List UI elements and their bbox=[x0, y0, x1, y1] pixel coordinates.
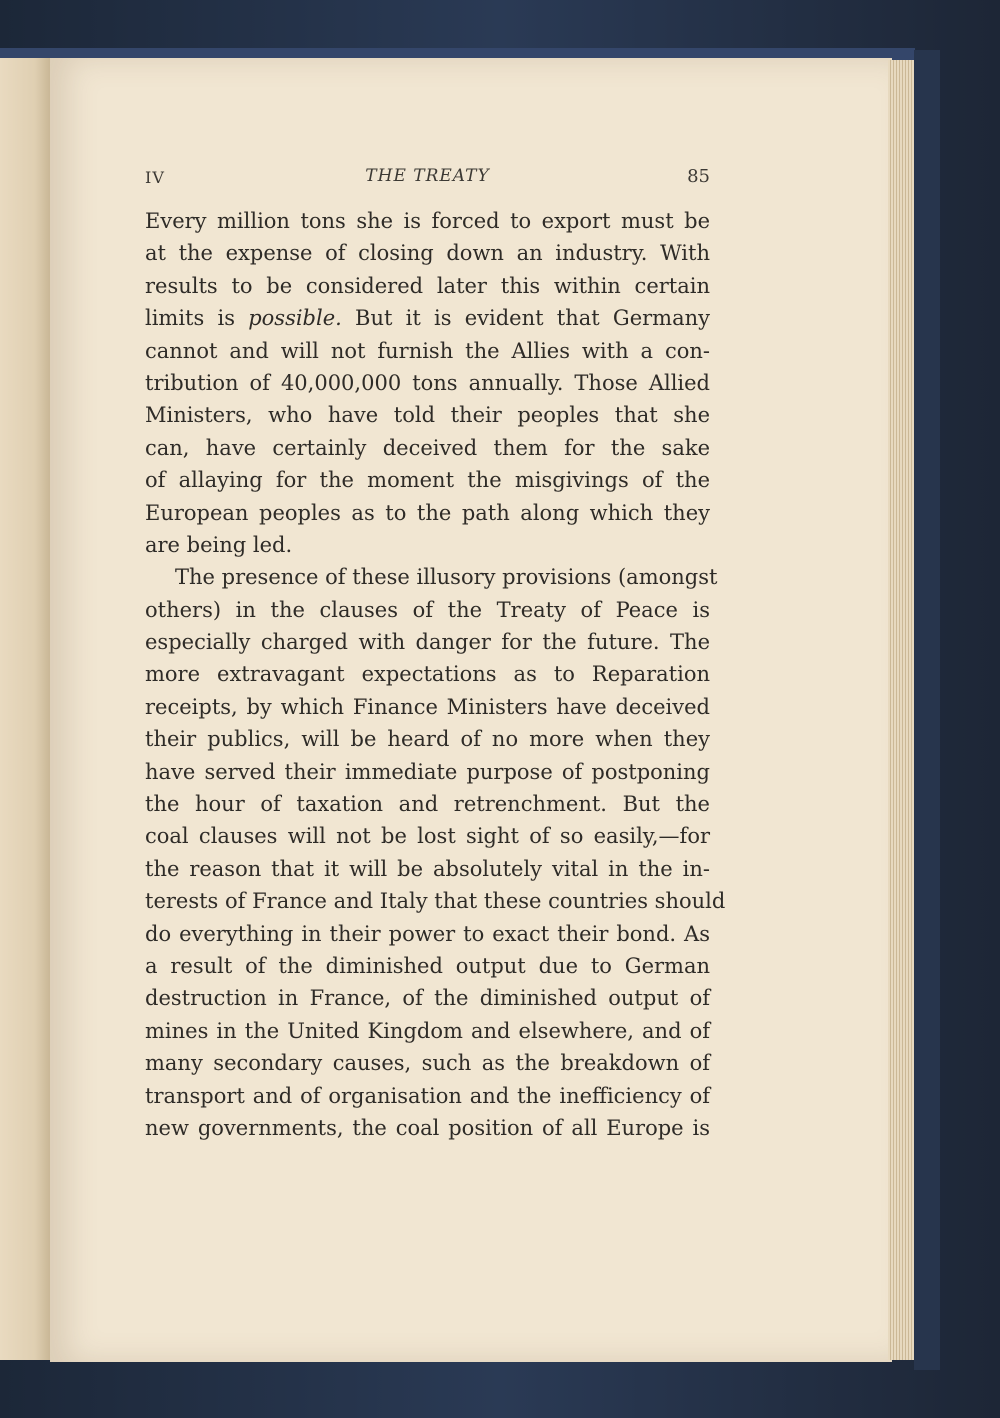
text-line: their publics, will be heard of no more when they bbox=[145, 727, 710, 752]
text-line: receipts, by which Finance Ministers have deceived bbox=[145, 694, 710, 719]
text-fragment: limits is bbox=[145, 306, 249, 331]
text-line-with-emphasis bbox=[145, 302, 710, 334]
text-line: do everything in their power to exact their bond. As bbox=[145, 921, 710, 946]
text-line: many secondary causes, such as the breakdown of bbox=[145, 1051, 710, 1076]
text-line: especially charged with danger for the future. The bbox=[145, 630, 710, 655]
paragraph-2 bbox=[145, 561, 726, 1144]
text-line: new governments, the coal position of all Europe is bbox=[145, 1115, 710, 1140]
binding-spine bbox=[914, 50, 940, 1370]
chapter-number: IV bbox=[145, 168, 165, 187]
text-line: more extravagant expectations as to Reparation bbox=[145, 662, 710, 687]
running-head bbox=[145, 160, 710, 190]
page-number: 85 bbox=[687, 166, 710, 187]
text-line: are being led. bbox=[145, 532, 293, 557]
text-line: Ministers, who have told their peoples that she bbox=[145, 403, 710, 428]
italic-word: possible. bbox=[248, 306, 342, 331]
text-line: mines in the United Kingdom and elsewhere, and of bbox=[145, 1018, 710, 1043]
text-line: can, have certainly deceived them for the sake bbox=[145, 435, 710, 460]
text-line: European peoples as to the path along which they bbox=[145, 500, 710, 525]
text-line: terests of France and Italy that these countries should bbox=[145, 889, 726, 914]
text-line: at the expense of closing down an industry. With bbox=[145, 241, 710, 266]
text-line: have served their immediate purpose of postponing bbox=[145, 759, 710, 784]
text-line: the hour of taxation and retrenchment. But the bbox=[145, 792, 710, 817]
text-line: destruction in France, of the diminished output of bbox=[145, 986, 710, 1011]
text-line: The presence of these illusory provisions (amongst bbox=[175, 565, 718, 590]
text-line: the reason that it will be absolutely vital in the in- bbox=[145, 856, 710, 881]
text-line: coal clauses will not be lost sight of so easily,—for bbox=[145, 824, 710, 849]
paragraph-1 bbox=[145, 205, 710, 561]
text-line: Every million tons she is forced to export must be bbox=[145, 209, 710, 233]
body-text bbox=[145, 205, 726, 1144]
text-line: results to be considered later this within certain bbox=[145, 273, 710, 298]
left-page-edge bbox=[0, 58, 50, 1360]
running-title: THE TREATY bbox=[365, 166, 490, 186]
text-line: of allaying for the moment the misgivings of the bbox=[145, 468, 710, 493]
text-fragment: But it is evident that Germany bbox=[341, 306, 710, 331]
text-line: a result of the diminished output due to German bbox=[145, 953, 710, 978]
text-line: tribution of 40,000,000 tons annually. Those Allied bbox=[145, 370, 710, 395]
page-stack-edges bbox=[888, 60, 914, 1360]
text-line: others) in the clauses of the Treaty of Peace is bbox=[145, 597, 710, 622]
text-line: cannot and will not furnish the Allies with a con- bbox=[145, 338, 710, 363]
text-line: transport and of organisation and the inefficiency of bbox=[145, 1083, 710, 1108]
